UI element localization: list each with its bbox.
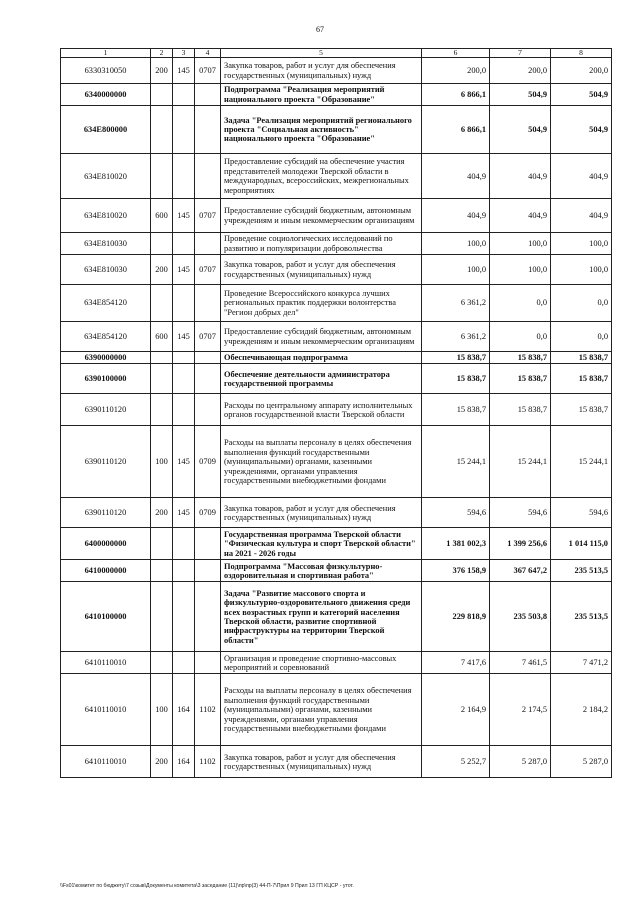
- amount-year3-cell: 15 838,7: [551, 364, 612, 394]
- item-name-cell: Закупка товаров, работ и услуг для обеспечения государственных (муниципальных) нужд: [221, 58, 422, 84]
- amount-year1-cell: 200,0: [422, 58, 490, 84]
- kcsr-code-cell: 6400000000: [61, 528, 151, 560]
- table-row: [61, 285, 612, 322]
- department-cell: [173, 233, 195, 255]
- amount-year3-cell: 15 838,7: [551, 394, 612, 426]
- table-row: [61, 652, 612, 674]
- kcsr-code-cell: 6410110010: [61, 652, 151, 674]
- amount-year1-cell: 7 417,6: [422, 652, 490, 674]
- item-name-cell: Подпрограмма "Массовая физкультурно-оздоровительная и спортивная работа": [221, 560, 422, 582]
- expense-type-cell: [151, 528, 173, 560]
- amount-year2-cell: 367 647,2: [490, 560, 551, 582]
- amount-year1-cell: 594,6: [422, 498, 490, 528]
- section-cell: [195, 652, 221, 674]
- expense-type-cell: 200: [151, 746, 173, 778]
- amount-year2-cell: 504,9: [490, 106, 551, 154]
- department-cell: 145: [173, 255, 195, 285]
- column-header: 2: [151, 49, 173, 58]
- department-cell: [173, 652, 195, 674]
- kcsr-code-cell: 634E810020: [61, 199, 151, 233]
- amount-year1-cell: 376 158,9: [422, 560, 490, 582]
- table-row: [61, 199, 612, 233]
- expense-type-cell: 100: [151, 674, 173, 746]
- amount-year1-cell: 404,9: [422, 154, 490, 199]
- amount-year1-cell: 6 866,1: [422, 106, 490, 154]
- amount-year3-cell: 5 287,0: [551, 746, 612, 778]
- expense-type-cell: 200: [151, 58, 173, 84]
- table-row: [61, 528, 612, 560]
- amount-year1-cell: 6 866,1: [422, 84, 490, 106]
- expense-type-cell: [151, 84, 173, 106]
- amount-year3-cell: 15 244,1: [551, 426, 612, 498]
- item-name-cell: Предоставление субсидий бюджетным, автономным учреждениям и иным некоммерческим организациям: [221, 199, 422, 233]
- amount-year1-cell: 5 252,7: [422, 746, 490, 778]
- item-name-cell: Подпрограмма "Реализация мероприятий национального проекта "Образование": [221, 84, 422, 106]
- column-header: 1: [61, 49, 151, 58]
- column-header: 7: [490, 49, 551, 58]
- amount-year3-cell: 404,9: [551, 154, 612, 199]
- kcsr-code-cell: 634E810030: [61, 233, 151, 255]
- column-header: 3: [173, 49, 195, 58]
- amount-year2-cell: 200,0: [490, 58, 551, 84]
- department-cell: [173, 154, 195, 199]
- column-header: 6: [422, 49, 490, 58]
- item-name-cell: Проведение Всероссийского конкурса лучших региональных практик поддержки волонтерства "Регион добрых дел": [221, 285, 422, 322]
- amount-year3-cell: 15 838,7: [551, 352, 612, 364]
- department-cell: [173, 106, 195, 154]
- table-row: [61, 233, 612, 255]
- department-cell: [173, 528, 195, 560]
- amount-year2-cell: 100,0: [490, 255, 551, 285]
- amount-year2-cell: 15 838,7: [490, 394, 551, 426]
- table-row: [61, 426, 612, 498]
- kcsr-code-cell: 6390110120: [61, 394, 151, 426]
- amount-year2-cell: 15 838,7: [490, 352, 551, 364]
- table-row: [61, 154, 612, 199]
- amount-year3-cell: 1 014 115,0: [551, 528, 612, 560]
- amount-year1-cell: 404,9: [422, 199, 490, 233]
- section-cell: [195, 528, 221, 560]
- department-cell: 145: [173, 498, 195, 528]
- kcsr-code-cell: 6330310050: [61, 58, 151, 84]
- department-cell: [173, 84, 195, 106]
- item-name-cell: Закупка товаров, работ и услуг для обеспечения государственных (муниципальных) нужд: [221, 498, 422, 528]
- amount-year1-cell: 100,0: [422, 233, 490, 255]
- amount-year1-cell: 6 361,2: [422, 285, 490, 322]
- section-cell: [195, 560, 221, 582]
- expense-type-cell: [151, 233, 173, 255]
- amount-year3-cell: 235 513,5: [551, 582, 612, 652]
- expense-type-cell: [151, 352, 173, 364]
- amount-year3-cell: 2 184,2: [551, 674, 612, 746]
- kcsr-code-cell: 6390000000: [61, 352, 151, 364]
- column-number-row: [61, 49, 612, 58]
- amount-year3-cell: 504,9: [551, 106, 612, 154]
- amount-year1-cell: 15 244,1: [422, 426, 490, 498]
- table-row: [61, 58, 612, 84]
- expense-type-cell: [151, 652, 173, 674]
- section-cell: 0709: [195, 498, 221, 528]
- kcsr-code-cell: 6390100000: [61, 364, 151, 394]
- expense-type-cell: [151, 394, 173, 426]
- column-header: 5: [221, 49, 422, 58]
- item-name-cell: Закупка товаров, работ и услуг для обеспечения государственных (муниципальных) нужд: [221, 746, 422, 778]
- table-row: [61, 322, 612, 352]
- table-row: [61, 394, 612, 426]
- expense-type-cell: [151, 154, 173, 199]
- table-row: [61, 364, 612, 394]
- amount-year2-cell: 0,0: [490, 322, 551, 352]
- item-name-cell: Расходы на выплаты персоналу в целях обеспечения выполнения функций государственными (муниципальными) органами, казенными учреждениями, органами управления государственными внебюджетными фондами: [221, 674, 422, 746]
- table-row: [61, 746, 612, 778]
- section-cell: 1102: [195, 674, 221, 746]
- department-cell: [173, 560, 195, 582]
- kcsr-code-cell: 6390110120: [61, 498, 151, 528]
- amount-year2-cell: 0,0: [490, 285, 551, 322]
- item-name-cell: Проведение социологических исследований по развитию и популяризации добровольчества: [221, 233, 422, 255]
- section-cell: [195, 352, 221, 364]
- table-row: [61, 582, 612, 652]
- amount-year3-cell: 0,0: [551, 285, 612, 322]
- page-number: 67: [316, 25, 324, 34]
- amount-year3-cell: 200,0: [551, 58, 612, 84]
- amount-year1-cell: 1 381 002,3: [422, 528, 490, 560]
- amount-year1-cell: 6 361,2: [422, 322, 490, 352]
- table-row: [61, 352, 612, 364]
- amount-year2-cell: 100,0: [490, 233, 551, 255]
- section-cell: [195, 154, 221, 199]
- amount-year3-cell: 404,9: [551, 199, 612, 233]
- expense-type-cell: 200: [151, 498, 173, 528]
- amount-year2-cell: 15 838,7: [490, 364, 551, 394]
- kcsr-code-cell: 634E800000: [61, 106, 151, 154]
- amount-year2-cell: 2 174,5: [490, 674, 551, 746]
- kcsr-code-cell: 634E810030: [61, 255, 151, 285]
- kcsr-code-cell: 6340000000: [61, 84, 151, 106]
- expense-type-cell: 100: [151, 426, 173, 498]
- amount-year3-cell: 235 513,5: [551, 560, 612, 582]
- section-cell: [195, 106, 221, 154]
- department-cell: [173, 364, 195, 394]
- expense-type-cell: 600: [151, 322, 173, 352]
- table-row: [61, 674, 612, 746]
- column-header: 4: [195, 49, 221, 58]
- item-name-cell: Предоставление субсидий на обеспечение участия представителей молодежи Тверской области в международных, всероссийских, межрегиональных мероприятиях: [221, 154, 422, 199]
- kcsr-code-cell: 634E854120: [61, 285, 151, 322]
- amount-year2-cell: 504,9: [490, 84, 551, 106]
- item-name-cell: Предоставление субсидий бюджетным, автономным учреждениям и иным некоммерческим организациям: [221, 322, 422, 352]
- department-cell: 145: [173, 58, 195, 84]
- amount-year3-cell: 594,6: [551, 498, 612, 528]
- section-cell: 0709: [195, 426, 221, 498]
- expense-type-cell: 600: [151, 199, 173, 233]
- item-name-cell: Расходы на выплаты персоналу в целях обеспечения выполнения функций государственными (муниципальными) органами, казенными учреждениями, органами управления государственными внебюджетными фондами: [221, 426, 422, 498]
- department-cell: 164: [173, 674, 195, 746]
- amount-year3-cell: 7 471,2: [551, 652, 612, 674]
- department-cell: [173, 394, 195, 426]
- section-cell: 0707: [195, 199, 221, 233]
- item-name-cell: Обеспечивающая подпрограмма: [221, 352, 422, 364]
- kcsr-code-cell: 634E810020: [61, 154, 151, 199]
- item-name-cell: Расходы по центральному аппарату исполнительных органов государственной власти Тверской области: [221, 394, 422, 426]
- expense-type-cell: [151, 106, 173, 154]
- section-cell: 0707: [195, 322, 221, 352]
- item-name-cell: Задача "Развитие массового спорта и физкультурно-оздоровительного движения среди всех возрастных групп и категорий населения Тверской области, развитие спортивной инфраструктуры на территории Тверской области": [221, 582, 422, 652]
- section-cell: [195, 84, 221, 106]
- section-cell: [195, 233, 221, 255]
- department-cell: [173, 285, 195, 322]
- amount-year2-cell: 15 244,1: [490, 426, 551, 498]
- amount-year2-cell: 235 503,8: [490, 582, 551, 652]
- column-header: 8: [551, 49, 612, 58]
- expense-type-cell: [151, 285, 173, 322]
- amount-year2-cell: 404,9: [490, 154, 551, 199]
- amount-year3-cell: 100,0: [551, 233, 612, 255]
- section-cell: [195, 285, 221, 322]
- file-path-footer: \\Fs01\комитет по бюджету\7 созыв\Документы комитета\3 заседание (11)\пр\пр(3) 44-П-7\Прил 9 Прил 13 ГП КЦСР - утот.: [60, 883, 354, 889]
- department-cell: 145: [173, 199, 195, 233]
- item-name-cell: Государственная программа Тверской области "Физическая культура и спорт Тверской области" на 2021 - 2026 годы: [221, 528, 422, 560]
- kcsr-code-cell: 634E854120: [61, 322, 151, 352]
- kcsr-code-cell: 6410110010: [61, 746, 151, 778]
- department-cell: 145: [173, 322, 195, 352]
- item-name-cell: Закупка товаров, работ и услуг для обеспечения государственных (муниципальных) нужд: [221, 255, 422, 285]
- section-cell: 1102: [195, 746, 221, 778]
- table-row: [61, 84, 612, 106]
- table-row: [61, 106, 612, 154]
- kcsr-code-cell: 6410100000: [61, 582, 151, 652]
- amount-year2-cell: 7 461,5: [490, 652, 551, 674]
- department-cell: 164: [173, 746, 195, 778]
- department-cell: 145: [173, 426, 195, 498]
- expense-type-cell: 200: [151, 255, 173, 285]
- expense-type-cell: [151, 364, 173, 394]
- table-row: [61, 255, 612, 285]
- expense-type-cell: [151, 560, 173, 582]
- item-name-cell: Организация и проведение спортивно-массовых мероприятий и соревнований: [221, 652, 422, 674]
- budget-table: [60, 48, 612, 778]
- section-cell: [195, 394, 221, 426]
- department-cell: [173, 352, 195, 364]
- kcsr-code-cell: 6410000000: [61, 560, 151, 582]
- amount-year2-cell: 404,9: [490, 199, 551, 233]
- amount-year1-cell: 2 164,9: [422, 674, 490, 746]
- amount-year3-cell: 100,0: [551, 255, 612, 285]
- amount-year1-cell: 229 818,9: [422, 582, 490, 652]
- section-cell: [195, 364, 221, 394]
- item-name-cell: Обеспечение деятельности администратора государственной программы: [221, 364, 422, 394]
- amount-year1-cell: 15 838,7: [422, 394, 490, 426]
- amount-year1-cell: 100,0: [422, 255, 490, 285]
- table-row: [61, 560, 612, 582]
- amount-year2-cell: 1 399 256,6: [490, 528, 551, 560]
- department-cell: [173, 582, 195, 652]
- amount-year1-cell: 15 838,7: [422, 364, 490, 394]
- section-cell: 0707: [195, 255, 221, 285]
- kcsr-code-cell: 6390110120: [61, 426, 151, 498]
- section-cell: 0707: [195, 58, 221, 84]
- amount-year1-cell: 15 838,7: [422, 352, 490, 364]
- item-name-cell: Задача "Реализация мероприятий регионального проекта "Социальная активность" национального проекта "Образование": [221, 106, 422, 154]
- amount-year3-cell: 0,0: [551, 322, 612, 352]
- kcsr-code-cell: 6410110010: [61, 674, 151, 746]
- amount-year3-cell: 504,9: [551, 84, 612, 106]
- expense-type-cell: [151, 582, 173, 652]
- amount-year2-cell: 594,6: [490, 498, 551, 528]
- table-row: [61, 498, 612, 528]
- amount-year2-cell: 5 287,0: [490, 746, 551, 778]
- section-cell: [195, 582, 221, 652]
